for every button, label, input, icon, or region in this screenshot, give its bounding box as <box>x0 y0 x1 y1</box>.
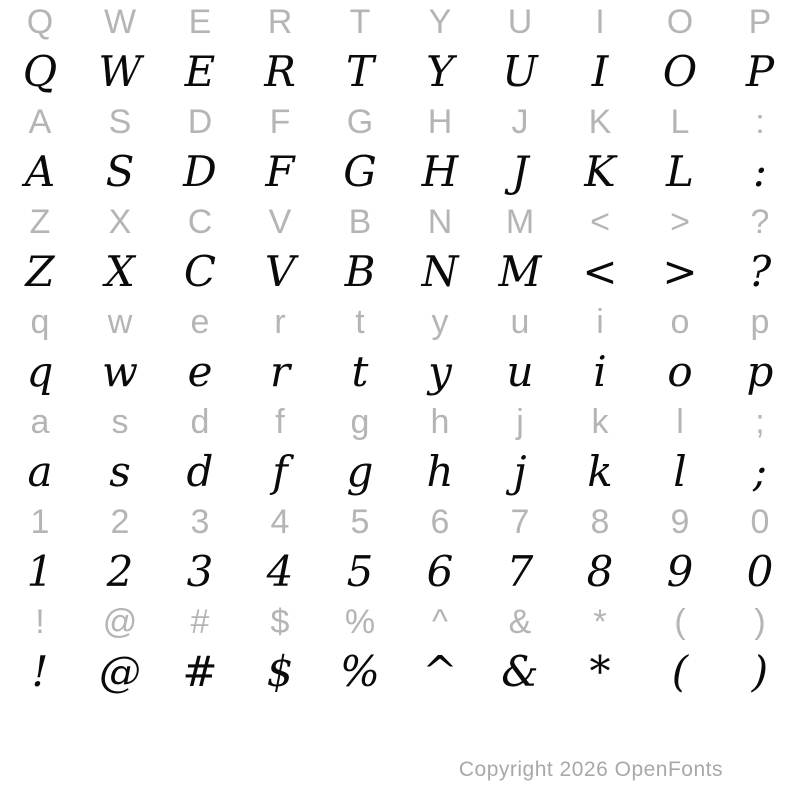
reference-glyph: Y <box>428 3 452 41</box>
reference-glyph: U <box>507 3 533 41</box>
specimen-glyph: p <box>746 347 774 396</box>
reference-glyph: ! <box>35 603 45 641</box>
reference-glyph: K <box>588 103 612 141</box>
reference-glyph: Q <box>26 3 54 41</box>
reference-glyph: f <box>275 403 285 441</box>
specimen-glyph: a <box>27 447 53 496</box>
specimen-glyph: * <box>589 647 611 696</box>
specimen-glyph: ) <box>751 647 769 696</box>
specimen-glyph: Z <box>25 247 55 296</box>
specimen-glyph: M <box>498 247 542 296</box>
reference-glyph: < <box>590 203 610 241</box>
specimen-glyph: : <box>752 147 768 196</box>
specimen-glyph: S <box>105 147 135 196</box>
reference-glyph: r <box>274 303 286 341</box>
specimen-glyph: k <box>587 447 613 496</box>
specimen-glyph: W <box>98 47 142 96</box>
specimen-glyph: 1 <box>26 547 54 596</box>
specimen-glyph: G <box>343 147 377 196</box>
specimen-glyph: F <box>265 147 295 196</box>
specimen-glyph: > <box>662 247 698 296</box>
specimen-glyph: 6 <box>426 547 454 596</box>
specimen-glyph: u <box>506 347 534 396</box>
specimen-glyph: E <box>184 47 216 96</box>
specimen-glyph: C <box>183 247 217 296</box>
reference-glyph: s <box>111 403 129 441</box>
specimen-glyph: 0 <box>746 547 774 596</box>
reference-glyph: ) <box>754 603 766 641</box>
specimen-glyph: q <box>26 347 54 396</box>
specimen-glyph: ( <box>671 647 689 696</box>
specimen-glyph: 8 <box>586 547 614 596</box>
specimen-glyph: j <box>513 447 527 496</box>
reference-glyph: N <box>427 203 453 241</box>
specimen-glyph: 3 <box>186 547 214 596</box>
reference-glyph: L <box>670 103 690 141</box>
reference-glyph: I <box>595 3 605 41</box>
specimen-glyph: U <box>502 47 538 96</box>
reference-glyph: * <box>593 603 607 641</box>
reference-glyph: ( <box>674 603 686 641</box>
specimen-glyph: I <box>591 47 609 96</box>
reference-glyph-row <box>0 100 800 146</box>
specimen-glyph: i <box>593 347 607 396</box>
reference-glyph: H <box>427 103 453 141</box>
specimen-glyph: h <box>426 447 454 496</box>
reference-glyph: % <box>344 603 376 641</box>
specimen-glyph: w <box>102 347 138 396</box>
reference-glyph: k <box>591 403 609 441</box>
specimen-glyph: < <box>582 247 618 296</box>
reference-glyph: y <box>431 303 449 341</box>
specimen-glyph-row <box>0 46 800 100</box>
specimen-glyph: 7 <box>506 547 534 596</box>
specimen-glyph: e <box>187 347 213 396</box>
specimen-glyph: s <box>109 447 131 496</box>
reference-glyph: 1 <box>30 503 50 541</box>
specimen-glyph: 2 <box>106 547 134 596</box>
reference-glyph-row <box>0 400 800 446</box>
reference-glyph-row <box>0 0 800 46</box>
specimen-glyph: N <box>421 247 459 296</box>
reference-glyph: d <box>190 403 210 441</box>
reference-glyph: 3 <box>190 503 210 541</box>
specimen-glyph: $ <box>266 647 294 696</box>
specimen-glyph: A <box>24 147 56 196</box>
reference-glyph: g <box>350 403 370 441</box>
specimen-glyph: l <box>673 447 687 496</box>
specimen-glyph-row <box>0 146 800 200</box>
specimen-glyph: y <box>428 347 452 396</box>
specimen-glyph: ^ <box>422 647 458 696</box>
reference-glyph: @ <box>102 603 138 641</box>
reference-glyph: w <box>107 303 133 341</box>
reference-glyph: p <box>750 303 770 341</box>
specimen-glyph: H <box>421 147 459 196</box>
reference-glyph: 5 <box>350 503 370 541</box>
specimen-glyph: O <box>662 47 698 96</box>
specimen-glyph-row <box>0 446 800 500</box>
specimen-glyph-row <box>0 246 800 300</box>
reference-glyph: T <box>349 3 371 41</box>
reference-glyph: # <box>190 603 210 641</box>
specimen-glyph: X <box>105 247 135 296</box>
specimen-glyph: V <box>264 247 296 296</box>
specimen-glyph-row <box>0 646 800 700</box>
reference-glyph: S <box>108 103 132 141</box>
reference-glyph: O <box>666 3 694 41</box>
reference-glyph: C <box>187 203 213 241</box>
reference-glyph: Z <box>29 203 51 241</box>
reference-glyph: e <box>190 303 210 341</box>
reference-glyph: V <box>268 203 292 241</box>
specimen-glyph: % <box>340 647 380 696</box>
specimen-glyph: t <box>351 347 369 396</box>
reference-glyph: i <box>596 303 604 341</box>
reference-glyph-row <box>0 200 800 246</box>
reference-glyph: R <box>267 3 293 41</box>
specimen-glyph: K <box>584 147 616 196</box>
copyright-notice: Copyright 2026 OpenFonts <box>458 758 723 781</box>
specimen-glyph: d <box>186 447 214 496</box>
reference-glyph: > <box>670 203 690 241</box>
reference-glyph: 6 <box>430 503 450 541</box>
specimen-glyph: 9 <box>666 547 694 596</box>
specimen-glyph: J <box>511 147 529 196</box>
reference-glyph: q <box>30 303 50 341</box>
reference-glyph: ^ <box>432 603 448 641</box>
specimen-glyph-row <box>0 546 800 600</box>
specimen-glyph: f <box>272 447 288 496</box>
reference-glyph: 7 <box>510 503 530 541</box>
reference-glyph: ? <box>750 203 770 241</box>
specimen-glyph: 4 <box>266 547 294 596</box>
specimen-glyph: o <box>667 347 693 396</box>
reference-glyph: u <box>510 303 530 341</box>
reference-glyph: A <box>28 103 52 141</box>
specimen-glyph: ! <box>31 647 49 696</box>
reference-glyph: o <box>670 303 690 341</box>
reference-glyph: F <box>269 103 291 141</box>
specimen-glyph: & <box>501 647 539 696</box>
specimen-glyph: r <box>269 347 291 396</box>
reference-glyph: X <box>108 203 132 241</box>
specimen-glyph: Y <box>426 47 454 96</box>
specimen-glyph: 5 <box>346 547 374 596</box>
reference-glyph: W <box>103 3 137 41</box>
specimen-glyph: ? <box>748 247 772 296</box>
specimen-glyph: L <box>666 147 694 196</box>
reference-glyph: 0 <box>750 503 770 541</box>
reference-glyph: G <box>346 103 374 141</box>
reference-glyph: $ <box>270 603 290 641</box>
reference-glyph: & <box>508 603 532 641</box>
specimen-glyph: ; <box>752 447 768 496</box>
reference-glyph: a <box>30 403 50 441</box>
specimen-glyph: T <box>345 47 374 96</box>
specimen-glyph: R <box>264 47 296 96</box>
reference-glyph: B <box>348 203 372 241</box>
specimen-glyph: P <box>745 47 775 96</box>
reference-glyph: 9 <box>670 503 690 541</box>
reference-glyph: : <box>755 103 765 141</box>
reference-glyph: E <box>188 3 212 41</box>
reference-glyph: h <box>430 403 450 441</box>
specimen-glyph: @ <box>99 647 141 696</box>
reference-glyph: M <box>505 203 535 241</box>
specimen-glyph: D <box>183 147 217 196</box>
specimen-glyph: # <box>182 647 218 696</box>
reference-glyph-row <box>0 500 800 546</box>
reference-glyph: 4 <box>270 503 290 541</box>
reference-glyph: 8 <box>590 503 610 541</box>
reference-glyph-row <box>0 600 800 646</box>
reference-glyph: ; <box>755 403 765 441</box>
specimen-glyph-row <box>0 346 800 400</box>
reference-glyph: t <box>355 303 365 341</box>
reference-glyph-row <box>0 300 800 346</box>
reference-glyph: l <box>676 403 684 441</box>
reference-glyph: J <box>511 103 529 141</box>
specimen-glyph: B <box>344 247 376 296</box>
reference-glyph: P <box>748 3 772 41</box>
reference-glyph: D <box>187 103 213 141</box>
specimen-glyph: Q <box>22 47 58 96</box>
reference-glyph: j <box>516 403 524 441</box>
specimen-glyph: g <box>346 447 374 496</box>
reference-glyph: 2 <box>110 503 130 541</box>
